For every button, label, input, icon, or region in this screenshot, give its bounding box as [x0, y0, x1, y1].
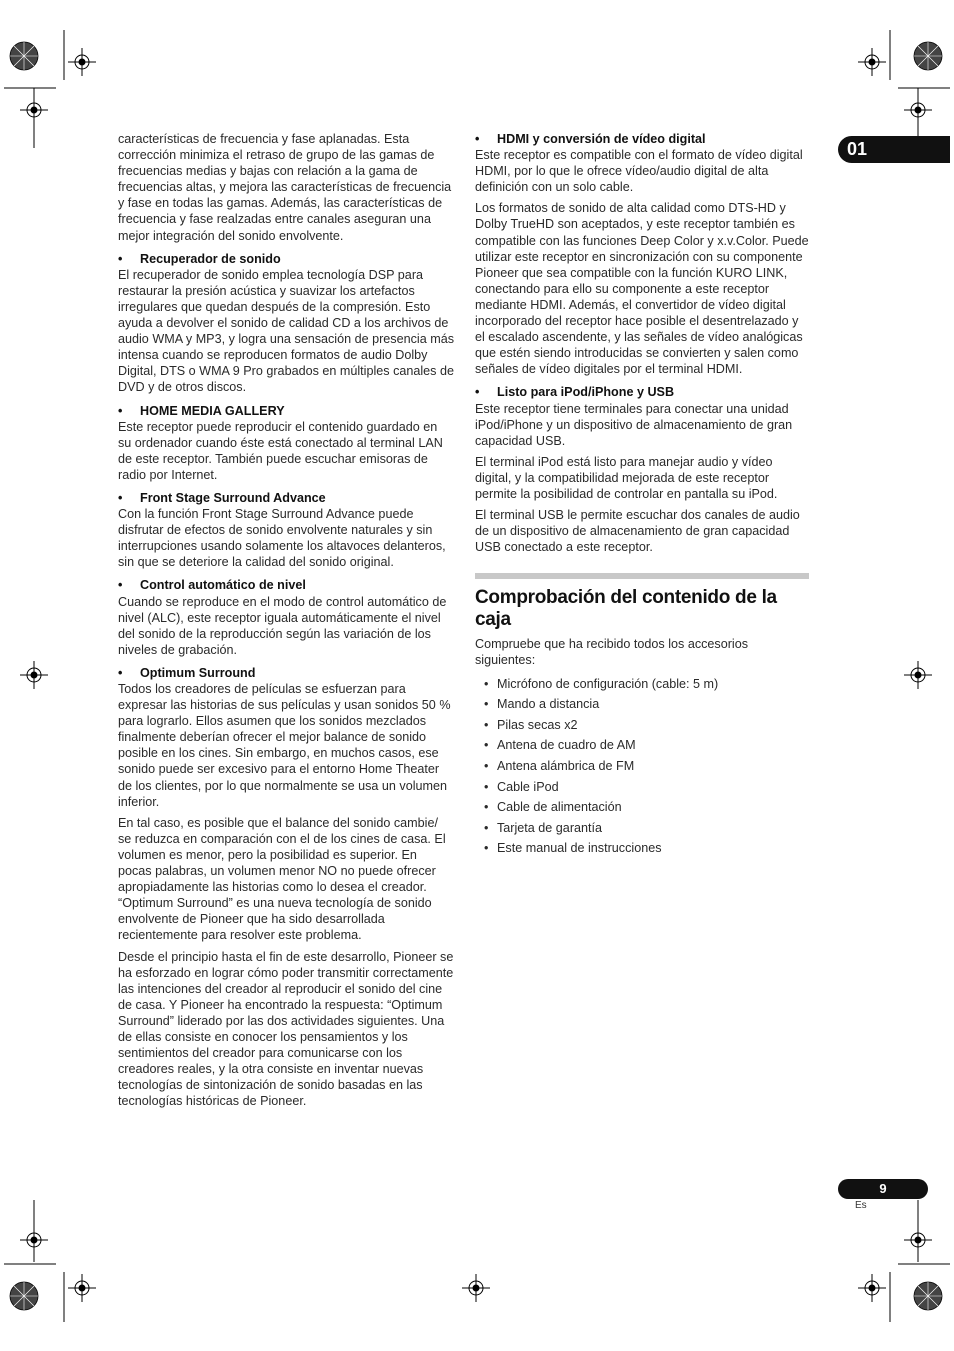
feature-heading: • HOME MEDIA GALLERY [118, 403, 285, 418]
feature-heading: • Front Stage Surround Advance [118, 490, 326, 505]
chapter-number-tab: 01 [838, 136, 950, 163]
bullet-icon: • [484, 841, 489, 856]
accessories-list [475, 676, 809, 857]
list-item: • Tarjeta de garantía [484, 820, 603, 835]
feature-heading: • Recuperador de sonido [118, 251, 281, 266]
feature-heading: • Control automático de nivel [118, 578, 306, 593]
body-paragraph: Este receptor es compatible con el formato de vídeo digital HDMI, por lo que le ofrece vídeo/audio digital de alta definición con un solo cable. [475, 148, 803, 195]
right-column [475, 131, 809, 861]
bullet-icon: • [118, 578, 123, 593]
body-paragraph: El terminal iPod está listo para manejar audio y vídeo digital, y la compatibilidad mejorada de este receptor permite la posibilidad de controlar en pantalla su iPod. [475, 454, 778, 501]
list-item: • Micrófono de configuración (cable: 5 m) [484, 676, 719, 691]
section-title: Comprobación del contenido de la caja [475, 587, 777, 631]
body-paragraph: En tal caso, es posible que el balance del sonido cambie/ se reduzca en comparación con el de los cines de casa. El volumen es menor, pero la posibilidad es superior. En pocas palabras, un volumen menor NO no puede ofrecer apropiadamente las historias como lo desea el creador. “Optimum Surround” es una nueva tecnología de sonido envolvente de Pioneer que ha sido desarrollada recientemente para resolver este problema. [118, 815, 446, 943]
bullet-icon: • [484, 800, 489, 815]
list-item: • Este manual de instrucciones [484, 841, 662, 856]
body-paragraph: características de frecuencia y fase aplanadas. Esta corrección minimiza el retraso de grupo de las gamas de frecuencias medias y bajas con relación a la gama de frecuencias altas, y mejora las características de frecuencia y fase en todas las gamas. Además, las características de frecuencia y fase realzadas entre canales aseguran una mejor integración del sonido envolvente. [118, 132, 452, 243]
bullet-icon: • [118, 490, 123, 505]
body-paragraph: Desde el principio hasta el fin de este desarrollo, Pioneer se ha esforzado en lograr cómo poder transmitir correctamente las intenciones del creador al reproducir el sonido del cine de casa. Y Pioneer ha encontrado la respuesta: “Optimum Surround” liderado por las dos actividades siguientes. Una de ellas consiste en conocer los pensamientos y los sentimientos del creador para comunicarse con los creadores reales, y la otra consiste en inventar nuevas tecnologías de sintonización de sonido basadas en las tecnologías históricas de Pioneer. [118, 949, 454, 1109]
bullet-icon: • [118, 403, 123, 418]
list-item: • Mando a distancia [484, 697, 600, 712]
list-item: • Antena de cuadro de AM [484, 738, 636, 753]
bullet-icon: • [484, 717, 489, 732]
left-column [118, 131, 454, 1114]
list-item: • Antena alámbrica de FM [484, 758, 635, 773]
page-number: 9 [838, 1179, 928, 1199]
body-paragraph: Este receptor puede reproducir el contenido guardado en su ordenador cuando éste está conectado al terminal LAN de este receptor. También puede escuchar emisoras de radio por Internet. [118, 419, 443, 482]
list-item: • Cable de alimentación [484, 800, 622, 815]
body-paragraph: Este receptor tiene terminales para conectar una unidad iPod/iPhone y un dispositivo de almacenamiento de gran capacidad USB. [475, 401, 793, 448]
section-intro: Compruebe que ha recibido todos los accesorios siguientes: [475, 637, 749, 668]
bullet-icon: • [484, 820, 489, 835]
bullet-icon: • [484, 738, 489, 753]
bullet-icon: • [484, 676, 489, 691]
bullet-icon: • [484, 697, 489, 712]
list-item: • Cable iPod [484, 779, 559, 794]
bullet-icon: • [484, 758, 489, 773]
feature-heading: • Listo para iPod/iPhone y USB [475, 385, 675, 400]
section-divider-bar [475, 573, 809, 579]
body-paragraph: Los formatos de sonido de alta calidad como DTS-HD y Dolby TrueHD son aceptados, y este receptor también es compatible con las funciones Deep Color y x.v.Color. Puede utilizar este receptor en sincronización con su componente Pioneer que sea compatible con la función KURO LINK, conectando para ello su componente a este receptor mediante HDMI. Además, el convertidor de vídeo digital incorporado del receptor hace posible el desentrelazado y el escalado ascendente, y las señales de vídeo analógicas que estén siendo introducidas se convierten y salen como señales de vídeo digitales por el terminal HDMI. [475, 201, 809, 377]
bullet-icon: • [484, 779, 489, 794]
bullet-icon: • [475, 385, 480, 400]
bullet-icon: • [475, 132, 480, 146]
feature-heading: • HDMI y conversión de vídeo digital [475, 132, 706, 146]
feature-heading: • Optimum Surround [118, 665, 256, 680]
language-code: Es [855, 1200, 867, 1211]
list-item: • Pilas secas x2 [484, 717, 578, 732]
bullet-icon: • [118, 251, 123, 266]
body-paragraph: Cuando se reproduce en el modo de control automático de nivel (ALC), este receptor iguala automáticamente el nivel del sonido de la reproducción según las variación de los niveles de grabación. [118, 594, 447, 657]
body-paragraph: Con la función Front Stage Surround Advance puede disfrutar de efectos de sonido envolvente naturales y sin interrupciones usando solamente los altavoces delanteros, sin que se deteriore la calidad del sonido original. [118, 507, 446, 570]
body-paragraph: El recuperador de sonido emplea tecnología DSP para restaurar la presión acústica y suavizar los artefactos irregulares que quedan después de la compresión. Esto ayuda a devolver el sonido de calidad CD a los archivos de audio WMA y MP3, y logra una sensación de presencia más intensa cuando se reproducen formatos de audio Dolby Digital, DTS o WMA 9 Pro grabados en múltiples canales de DVD y de otros discos. [118, 267, 455, 395]
body-paragraph: El terminal USB le permite escuchar dos canales de audio de un dispositivo de almacenamiento de gran capacidad USB conectado a este receptor. [475, 508, 800, 555]
body-paragraph: Todos los creadores de películas se esfuerzan para expresar las historias de sus películas y usan sonidos 50 % para lograrlo. Ellos asumen que los sonidos mezclados finalmente deberían ofrecer el mejor balance de sonido posible en los cines. Sin embargo, en muchos casos, ese sonido puede ser excesivo para el entorno Home Theater de los clientes, por lo que normalmente se usa un volumen inferior. [118, 682, 451, 809]
bullet-icon: • [118, 665, 123, 680]
